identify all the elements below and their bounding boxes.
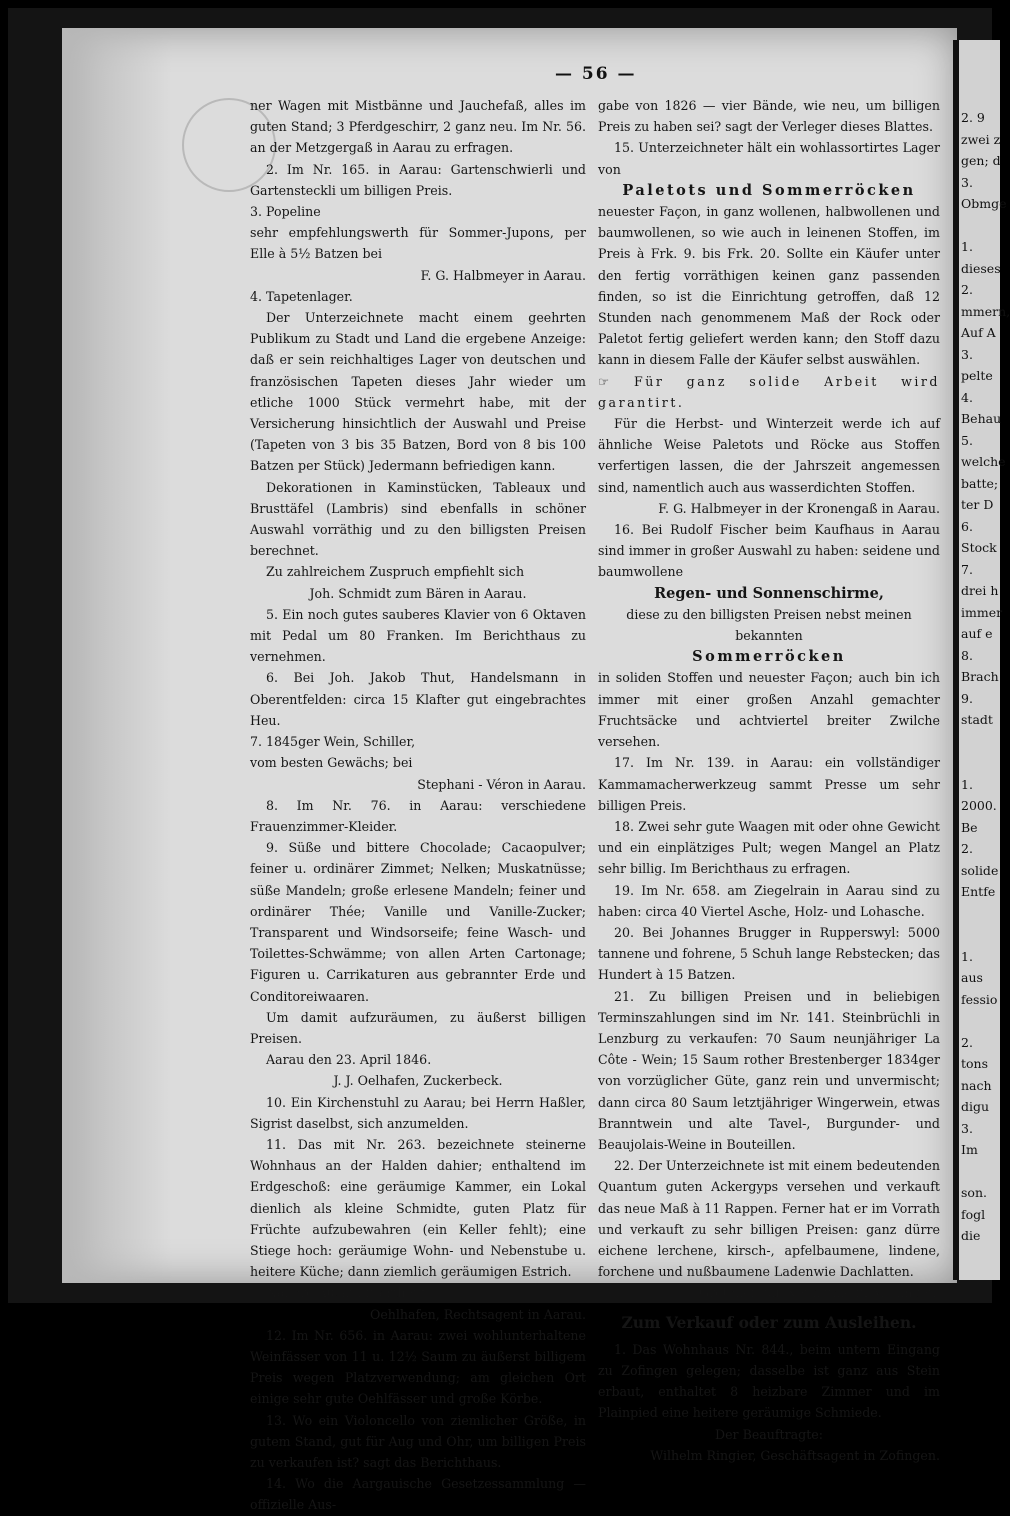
right-column-paragraph: Paletots und Sommerröcken — [622, 181, 916, 199]
next-page-fragment: mmern, — [961, 303, 1010, 319]
next-page-fragment: immer — [961, 604, 1003, 620]
left-column-paragraph: 12. Im Nr. 656. in Aarau: zwei wohlunterhaltene Weinfässer von 11 u. 12½ Saum zu äußerst billigem Preis wegen Platzverwendung; am gleichen Ort einige sehr gute Oehlfässer und große Körbe. — [250, 1327, 586, 1407]
next-page-fragment: stadt — [961, 712, 993, 727]
left-column — [250, 95, 586, 1516]
left-column-paragraph: 3. Popeline — [250, 204, 321, 220]
left-column-paragraph: ner Wagen mit Mistbänne und Jauchefaß, alles im guten Stand; 3 Pferdgeschirr, 2 ganz neu. Im Nr. 56. an der Metzgergaß in Aarau zu erfragen. — [250, 98, 586, 156]
left-column-paragraph: Stephani - Véron in Aarau. — [417, 776, 586, 792]
next-page-fragment: 1. — [961, 239, 973, 254]
right-column-paragraph: Wilhelm Ringier, Geschäftsagent in Zofingen. — [650, 1447, 940, 1463]
next-page-fragment: auf e — [961, 626, 993, 641]
right-column — [598, 95, 940, 1466]
left-column-paragraph: 13. Wo ein Violoncello von ziemlicher Größe, in gutem Stand, gut für Aug und Ohr, um billigen Preis zu verkaufen ist? sagt das Berichthaus. — [250, 1412, 586, 1470]
left-column-paragraph: 6. Bei Joh. Jakob Thut, Handelsmann in Oberentfelden: circa 15 Klafter gut eingebrachtes Heu. — [250, 670, 586, 728]
left-column-paragraph: Aarau den 23. April 1846. — [266, 1052, 432, 1068]
left-column-paragraph: F. G. Halbmeyer in Aarau. — [420, 267, 586, 283]
left-column-paragraph: Dekorationen in Kaminstücken, Tableaux und Brusttäfel (Lambris) sind ebenfalls in schöner Auswahl vorräthig und zu den billigsten Preisen berechnet. — [250, 479, 586, 559]
right-column-paragraph: 19. Im Nr. 658. am Ziegelrain in Aarau sind zu haben: circa 40 Viertel Asche, Holz- und Lohasche. — [598, 882, 940, 919]
next-page-fragment: nach — [961, 1077, 992, 1093]
next-page-fragment: 6. — [961, 518, 973, 534]
next-page-fragment: aus — [961, 970, 983, 985]
left-column-paragraph: 5. Ein noch gutes sauberes Klavier von 6 Oktaven mit Pedal um 80 Franken. Im Berichthaus zu vernehmen. — [250, 606, 586, 665]
next-page-fragment: 3. — [961, 1120, 973, 1136]
next-page-fragment: solide — [961, 862, 999, 878]
right-column-paragraph: Regen- und Sonnenschirme, — [654, 584, 884, 602]
left-column-paragraph: 11. Das mit Nr. 263. bezeichnete steinerne Wohnhaus an der Halden dahier; enthaltend im Erdgeschoß: eine geräumige Kammer, ein Lokal dienlich als kleine Schmidte, guten Platz für Früchte aufzubewahren (ein Keller fehlt); eine Stiege hoch: geräumige Wohn- und Nebenstube u. heitere Küche; dann ziemlich geräumigen Estrich. — [250, 1136, 586, 1280]
right-column-paragraph: Gretener zur Neumühle in Mellingen. — [699, 1285, 940, 1301]
right-column-paragraph: diese zu den billigsten Preisen nebst meinen bekannten — [626, 606, 912, 644]
next-page-fragment: fogl — [961, 1206, 986, 1222]
next-page-fragment: tons — [961, 1056, 989, 1071]
left-column-paragraph: 8. Im Nr. 76. in Aarau: verschiedene Frauenzimmer-Kleider. — [250, 797, 586, 834]
next-page-fragment: Brach — [961, 669, 999, 684]
next-page-fragment: 3. — [961, 346, 973, 362]
next-page-fragment: fessio — [961, 991, 998, 1007]
next-page-fragment: zwei z — [961, 131, 1001, 147]
next-page-fragment: 9. — [961, 690, 973, 706]
next-page-fragment: son. — [961, 1185, 987, 1200]
next-page-fragment: ter D — [961, 497, 994, 512]
next-page-fragment: dieses — [961, 260, 1001, 276]
left-column-paragraph: 7. 1845ger Wein, Schiller, — [250, 734, 416, 750]
next-page-fragment: 2. — [961, 841, 973, 856]
right-column-paragraph: ☞ Für ganz solide Arbeit wird garantirt. — [598, 373, 940, 410]
right-column-paragraph: Für die Herbst- und Winterzeit werde ich auf ähnliche Weise Paletots und Röcke aus Stoffen verfertigen lassen, die der Jahrszeit angemessen sind, namentlich auch aus wasserdichten Stoffen. — [598, 416, 940, 495]
left-column-paragraph: Um damit aufzuräumen, zu äußerst billigen Preisen. — [250, 1009, 586, 1046]
next-page-fragment: 8. — [961, 647, 973, 663]
right-column-paragraph: gabe von 1826 — vier Bände, wie neu, um billigen Preis zu haben sei? sagt der Verleger dieses Blattes. — [598, 98, 940, 135]
next-page-fragment: Auf A — [961, 325, 996, 340]
next-page-fragment: Entfe — [961, 884, 996, 899]
left-column-paragraph: Nähere Auskunft ertheilt — [266, 1285, 427, 1301]
next-page-fragment: 2000. — [961, 798, 997, 813]
next-page-fragment: batte; — [961, 475, 999, 491]
right-column-paragraph: 22. Der Unterzeichnete ist mit einem bedeutenden Quantum guten Ackergyps versehen und verkauft das neue Maß à 11 Rappen. Ferner hat er im Vorrath und verkauft zu sehr billigen Preisen: ganz dürre eichene lerchene, kirsch-, apfelbaumene, lindene, forchene und nußbaumene Ladenwie Dachlatten. — [598, 1158, 940, 1280]
left-column-paragraph: 9. Süße und bittere Chocolade; Cacaopulver; feiner u. ordinärer Zimmet; Nelken; Muskatnüsse; süße Mandeln; große erlesene Mandeln; feiner und ordinärer Thée; Vanille und Vanille-Zucker; Transparent und Windsorseife; feine Wasch- und Toilettes-Schwämme; von allen Arten Cartonage; Figuren u. Carrikaturen aus gebrannter Erde und Conditoreiwaaren. — [250, 840, 586, 1004]
right-column-paragraph: 15. Unterzeichneter hält ein wohlassortirtes Lager von — [598, 140, 940, 177]
next-page-fragment: Be — [961, 819, 978, 835]
next-page-fragment: gen; d — [961, 153, 1001, 168]
left-column-paragraph: 4. Tapetenlager. — [250, 288, 353, 304]
right-column-paragraph: neuester Façon, in ganz wollenen, halbwollenen und baumwollenen, so wie auch in leinenen Stoffen, im Preis à Frk. 9. bis Frk. 20. Sollte ein Käufer unter den fertig vorräthigen keinen ganz passenden finden, so ist die Einrichtung getroffen, daß 12 Stunden nach genommenem Maß der Rock oder Paletot fertig geliefert werden kann; den Stoff dazu kann in diesem Falle der Käufer selbst auswählen. — [598, 204, 940, 368]
right-column-paragraph: 1. Das Wohnhaus Nr. 844., beim untern Eingang zu Zofingen gelegen; dasselbe ist ganz aus Stein erbaut, enthaltet 8 heizbare Zimmer und im Plainpied eine heitere geräumige Schmiede. — [598, 1341, 940, 1421]
left-column-paragraph: Der Unterzeichnete macht einem geehrten Publikum zu Stadt und Land die ergebene Anzeige: daß er sein reichhaltiges Lager von deutschen und französischen Tapeten dieses Jahr wieder um etliche 1000 Stück vermehrt habe, mit der Versicherung hinsichtlich der Auswahl und Preise (Tapeten von 3 bis 35 Batzen, Bord von 8 bis 100 Batzen per Stück) Jedermann befriedigen kann. — [250, 310, 586, 474]
next-page-fragment: Obmge — [961, 196, 1007, 211]
next-page-fragment: 1. — [961, 776, 973, 792]
right-column-paragraph: 20. Bei Johannes Brugger in Rupperswyl: 5000 tannene und fohrene, 5 Schuh lange Rebstecken; das Hundert à 15 Batzen. — [598, 924, 940, 983]
next-page-fragment: digu — [961, 1099, 990, 1114]
left-column-paragraph: Oehlhafen, Rechtsagent in Aarau. — [370, 1306, 586, 1322]
left-column-paragraph: sehr empfehlungswerth für Sommer-Jupons, per Elle à 5½ Batzen bei — [250, 225, 586, 262]
next-page-fragment: 2. — [961, 282, 973, 297]
right-column-paragraph: 18. Zwei sehr gute Waagen mit oder ohne Gewicht und ein einplätziges Pult; wegen Mangel an Platz sehr billig. Im Berichthaus zu erfragen. — [598, 818, 940, 877]
right-column-paragraph: Sommerröcken — [692, 648, 846, 666]
next-page-fragment: Behau — [961, 411, 1002, 426]
right-column-paragraph: 17. Im Nr. 139. in Aarau: ein vollständiger Kammamacherwerkzeug sammt Presse um sehr billigen Preis. — [598, 755, 940, 813]
next-page-fragment: pelte — [961, 368, 993, 383]
next-page-fragment: 5. — [961, 432, 973, 448]
left-column-paragraph: 10. Ein Kirchenstuhl zu Aarau; bei Herrn Haßler, Sigrist daselbst, sich anzumelden. — [250, 1094, 586, 1131]
next-page-fragment: 3. — [961, 174, 973, 190]
right-column-paragraph: 16. Bei Rudolf Fischer beim Kaufhaus in Aarau sind immer in großer Auswahl zu haben: seidene und baumwollene — [598, 522, 940, 580]
left-column-paragraph: 14. Wo die Aargauische Gesetzessammlung — offizielle Aus- — [250, 1476, 586, 1513]
next-page-fragment: 2. — [961, 1034, 973, 1050]
next-page-fragment: Stock — [961, 540, 997, 555]
left-column-paragraph: J. J. Oelhafen, Zuckerbeck. — [333, 1073, 503, 1089]
next-page-fragment: 4. — [961, 389, 973, 405]
next-page-fragment: 1. — [961, 948, 973, 964]
next-page-fragment: die — [961, 1228, 981, 1243]
next-page-fragment: 2. 9 — [961, 110, 985, 125]
right-column-paragraph: F. G. Halbmeyer in der Kronengaß in Aarau. — [658, 500, 940, 516]
right-column-paragraph: Zum Verkauf oder zum Ausleihen. — [621, 1312, 917, 1332]
next-page-strip — [959, 40, 1010, 1280]
next-page-fragment: welche — [961, 454, 1006, 469]
next-page-fragment: 7. — [961, 561, 973, 577]
next-page-fragment: Im — [961, 1142, 978, 1157]
left-column-paragraph: Joh. Schmidt zum Bären in Aarau. — [309, 585, 527, 601]
left-column-paragraph: 2. Im Nr. 165. in Aarau: Gartenschwierli und Gartensteckli um billigen Preis. — [250, 161, 586, 198]
right-column-paragraph: in soliden Stoffen und neuester Façon; auch bin ich immer mit einer großen Anzahl gemachter Fruchtsäcke und achtviertel breiter Zwilche versehen. — [598, 670, 940, 750]
right-column-paragraph: Der Beauftragte: — [715, 1426, 823, 1442]
next-page-fragment: drei h — [961, 583, 999, 598]
right-column-paragraph: 21. Zu billigen Preisen und in beliebigen Terminszahlungen sind im Nr. 141. Steinbrüchli in Lenzburg zu verkaufen: 70 Saum neunjähriger La Côte - Wein; 15 Saum rother Brestenberger 1834ger von vorzüglicher Güte, ganz rein und unvermischt; dann circa 80 Saum letztjähriger Wingerwein, etwas Branntwein und alte Tavel-, Burgunder- und Beaujolais-Weine in Bouteillen. — [598, 988, 940, 1152]
page-number: — 56 — — [555, 64, 637, 84]
left-column-paragraph: vom besten Gewächs; bei — [250, 755, 413, 771]
left-column-paragraph: Zu zahlreichem Zuspruch empfiehlt sich — [266, 564, 525, 580]
